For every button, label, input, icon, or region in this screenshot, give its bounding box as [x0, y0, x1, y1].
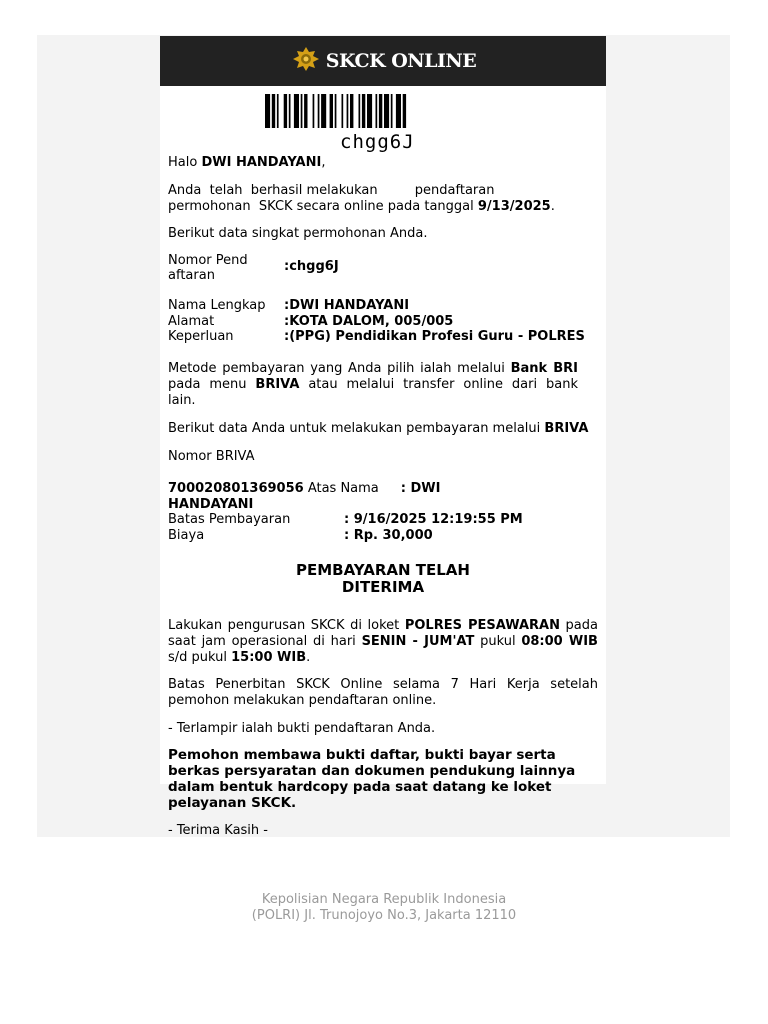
barcode-bar: [335, 94, 337, 128]
barcode-bar: [384, 94, 389, 128]
barcode-bar: [313, 94, 315, 128]
barcode-bar: [301, 94, 303, 128]
barcode-code: chgg6J: [340, 131, 415, 153]
barcode-bar: [321, 94, 326, 128]
barcode-bar: [289, 94, 291, 128]
field-value-alamat: :KOTA DALOM, 005/005: [284, 314, 454, 329]
payment-status-title: PEMBAYARAN TELAH DITERIMA: [296, 561, 470, 596]
payment-intro: Berikut data Anda untuk melakukan pembayaran melalui BRIVA: [168, 421, 589, 436]
deadline-note: Batas Penerbitan SKCK Online selama 7 Hari Kerja setelah pemohon melakukan pendaftaran online.: [168, 677, 598, 708]
fee-value: : Rp. 30,000: [344, 528, 433, 543]
applicant-name: DWI HANDAYANI: [201, 155, 322, 170]
footer-address: Kepolisian Negara Republik Indonesia (POLRI) Jl. Trunojoyo No.3, Jakarta 12110: [251, 892, 517, 923]
field-label-alamat: Alamat: [168, 314, 215, 329]
barcode-bar: [359, 94, 361, 128]
barcode-bar: [396, 94, 401, 128]
greeting: Halo DWI HANDAYANI,: [168, 155, 326, 170]
attachment-note: - Terlampir ialah bukti pendaftaran Anda.: [168, 721, 436, 736]
police-emblem-icon: [290, 45, 322, 77]
deadline-value: : 9/16/2025 12:19:55 PM: [344, 512, 523, 527]
barcode-bar: [391, 94, 393, 128]
deadline-label: Batas Pembayaran: [168, 512, 291, 527]
header-bar: [160, 36, 606, 86]
barcode-bar: [304, 94, 307, 128]
field-value-keperluan: :(PPG) Pendidikan Profesi Guru - POLRES: [284, 329, 585, 344]
brand-title: SKCK ONLINE: [325, 50, 477, 72]
barcode-bar: [265, 94, 270, 128]
barcode-bar: [347, 94, 349, 128]
field-value-nomor: :chgg6J: [284, 259, 339, 274]
field-value-nama: :DWI HANDAYANI: [284, 298, 410, 313]
closing: - Terima Kasih -: [168, 823, 268, 838]
barcode-bar: [284, 94, 287, 128]
field-label-nama: Nama Lengkap: [168, 298, 266, 313]
barcode-bar: [342, 94, 344, 128]
barcode-bar: [376, 94, 378, 128]
registration-date: 9/13/2025: [477, 199, 551, 214]
briva-account-name: : DWI HANDAYANI: [168, 481, 441, 512]
payment-method: Metode pembayaran yang Anda pilih ialah melalui Bank BRI pada menu BRIVA atau melalui transfer online dari bank lain.: [168, 361, 579, 408]
barcode-bar: [362, 94, 365, 128]
barcode-bar: [277, 94, 279, 128]
barcode-bar: [294, 94, 299, 128]
briva-label: Nomor BRIVA: [168, 449, 255, 464]
fee-label: Biaya: [168, 528, 205, 543]
field-label-nomor: Nomor Pendaftaran: [168, 253, 248, 283]
office-instruction: Lakukan pengurusan SKCK di loket POLRES PESAWARAN pada saat jam operasional di hari SENIN - JUM'AT pukul 08:00 WIB s/d pukul 15:00 WIB.: [168, 618, 598, 665]
barcode-bar: [318, 94, 320, 128]
intro-line2: permohonan SKCK secara online pada tanggal 9/13/2025.: [168, 199, 555, 214]
barcode-bar: [379, 94, 382, 128]
barcode-bar: [367, 94, 372, 128]
field-label-keperluan: Keperluan: [168, 329, 234, 344]
intro-line1: Anda telah berhasil melakukan pendaftaran: [168, 183, 495, 198]
brand-logo: [290, 45, 477, 77]
briva-number: 700020801369056: [168, 481, 304, 496]
briva-number-line: 700020801369056 Atas Nama : DWI HANDAYANI: [168, 481, 441, 512]
barcode-bar: [330, 94, 333, 128]
barcode-bar: [272, 94, 275, 128]
barcode-bar: [350, 94, 353, 128]
barcode-bar: [403, 94, 406, 128]
summary-intro: Berikut data singkat permohonan Anda.: [168, 226, 428, 241]
requirements-note: Pemohon membawa bukti daftar, bukti bayar serta berkas persyaratan dan dokumen pendukung lainnya dalam bentuk hardcopy pada saat datang ke loket pelayanan SKCK.: [168, 747, 576, 811]
barcode: [265, 94, 501, 128]
